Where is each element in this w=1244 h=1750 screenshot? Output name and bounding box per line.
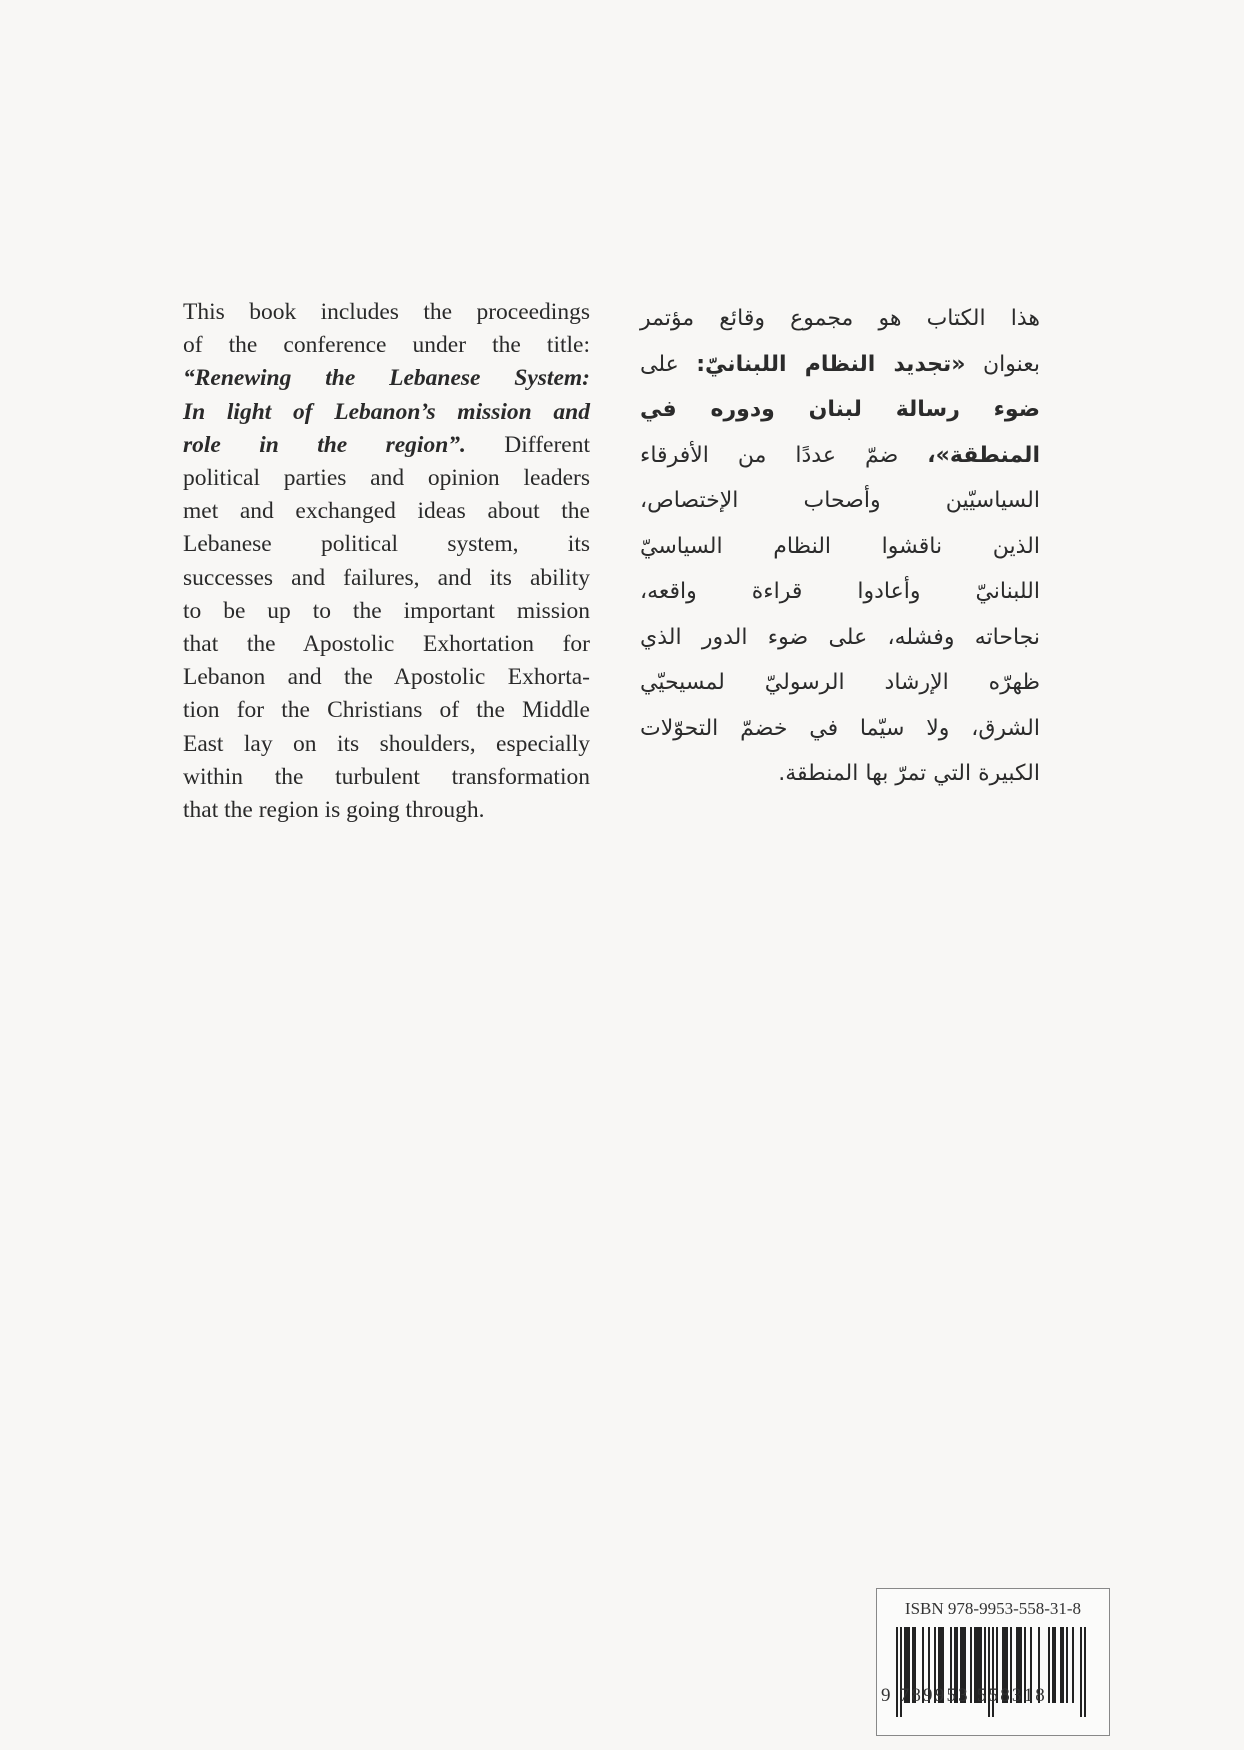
barcode-bar	[1072, 1627, 1074, 1703]
text-line: نجاحاته وفشله، على ضوء الدور الذي	[640, 624, 1040, 650]
text-line: successes and failures, and its ability	[183, 564, 590, 591]
text-line: ظهرّه الإرشاد الرسوليّ لمسيحيّي	[640, 670, 1040, 695]
book-title-line: “Renewing the Lebanese System:	[183, 365, 590, 392]
text-fragment: Different	[504, 431, 590, 458]
text-line: that the Apostolic Exhortation for	[183, 631, 590, 658]
text-line: اللبنانيّ وأعادوا قراءة واقعه،	[640, 579, 1040, 604]
text-line: الكبيرة التي تمرّ بها المنطقة.	[778, 761, 1040, 786]
barcode-bar	[1052, 1627, 1054, 1703]
book-title-fragment: «تجديد النظام اللبنانيّ:	[696, 351, 966, 377]
text-line: This book includes the proceedings	[183, 299, 590, 325]
text-fragment: على	[640, 351, 697, 377]
text-line: to be up to the important mission	[183, 597, 590, 624]
book-title-end: المنطقة»،	[927, 442, 1040, 468]
book-title-end: role in the region”.	[183, 431, 466, 458]
isbn-barcode-box	[876, 1588, 1110, 1736]
barcode-bar	[1062, 1627, 1064, 1703]
text-line	[640, 433, 1040, 479]
text-line	[640, 342, 1040, 388]
barcode-digits	[881, 1685, 1047, 1707]
barcode-bar	[1066, 1627, 1068, 1703]
book-title-line: In light of Lebanon’s mission and	[183, 398, 590, 425]
text-line: Lebanon and the Apostolic Exhorta-	[183, 664, 590, 691]
text-line: هذا الكتاب هو مجموع وقائع مؤتمر	[640, 306, 1040, 331]
text-line: within the turbulent transformation	[183, 763, 590, 790]
text-line: of the conference under the title:	[183, 332, 590, 359]
isbn-label: ISBN 978-9953-558-31-8	[904, 1599, 1082, 1618]
barcode-first-digit: 9	[881, 1685, 893, 1706]
text-line	[183, 429, 590, 462]
text-line: الذين ناقشوا النظام السياسيّ	[640, 533, 1040, 559]
book-title-line: ضوء رسالة لبنان ودوره في	[640, 397, 1040, 422]
barcode-right-digits: 558318	[976, 1685, 1048, 1706]
text-line: East lay on its shoulders, especially	[183, 730, 590, 757]
text-line: tion for the Christians of the Middle	[183, 697, 590, 724]
text-line: السياسيّين وأصحاب الإختصاص،	[640, 488, 1040, 513]
english-description	[183, 296, 590, 827]
text-line: met and exchanged ideas about the	[183, 498, 590, 525]
barcode-bar	[1080, 1627, 1082, 1717]
barcode-bar	[1048, 1627, 1050, 1703]
text-line: political parties and opinion leaders	[183, 465, 590, 492]
barcode-bar	[1054, 1627, 1056, 1703]
text-line: الشرق، ولا سيّما في خضمّ التحوّلات	[640, 715, 1040, 741]
barcode-bar	[1084, 1627, 1086, 1717]
text-fragment: بعنوان	[965, 351, 1040, 377]
text-line: Lebanese political system, its	[183, 531, 590, 558]
text-line: that the region is going through.	[183, 797, 485, 824]
barcode-bar	[1060, 1627, 1062, 1703]
text-fragment: ضمّ عددًا من الأفرقاء	[640, 442, 928, 468]
arabic-description	[640, 296, 1040, 797]
barcode-left-digits: 789953	[899, 1685, 970, 1706]
